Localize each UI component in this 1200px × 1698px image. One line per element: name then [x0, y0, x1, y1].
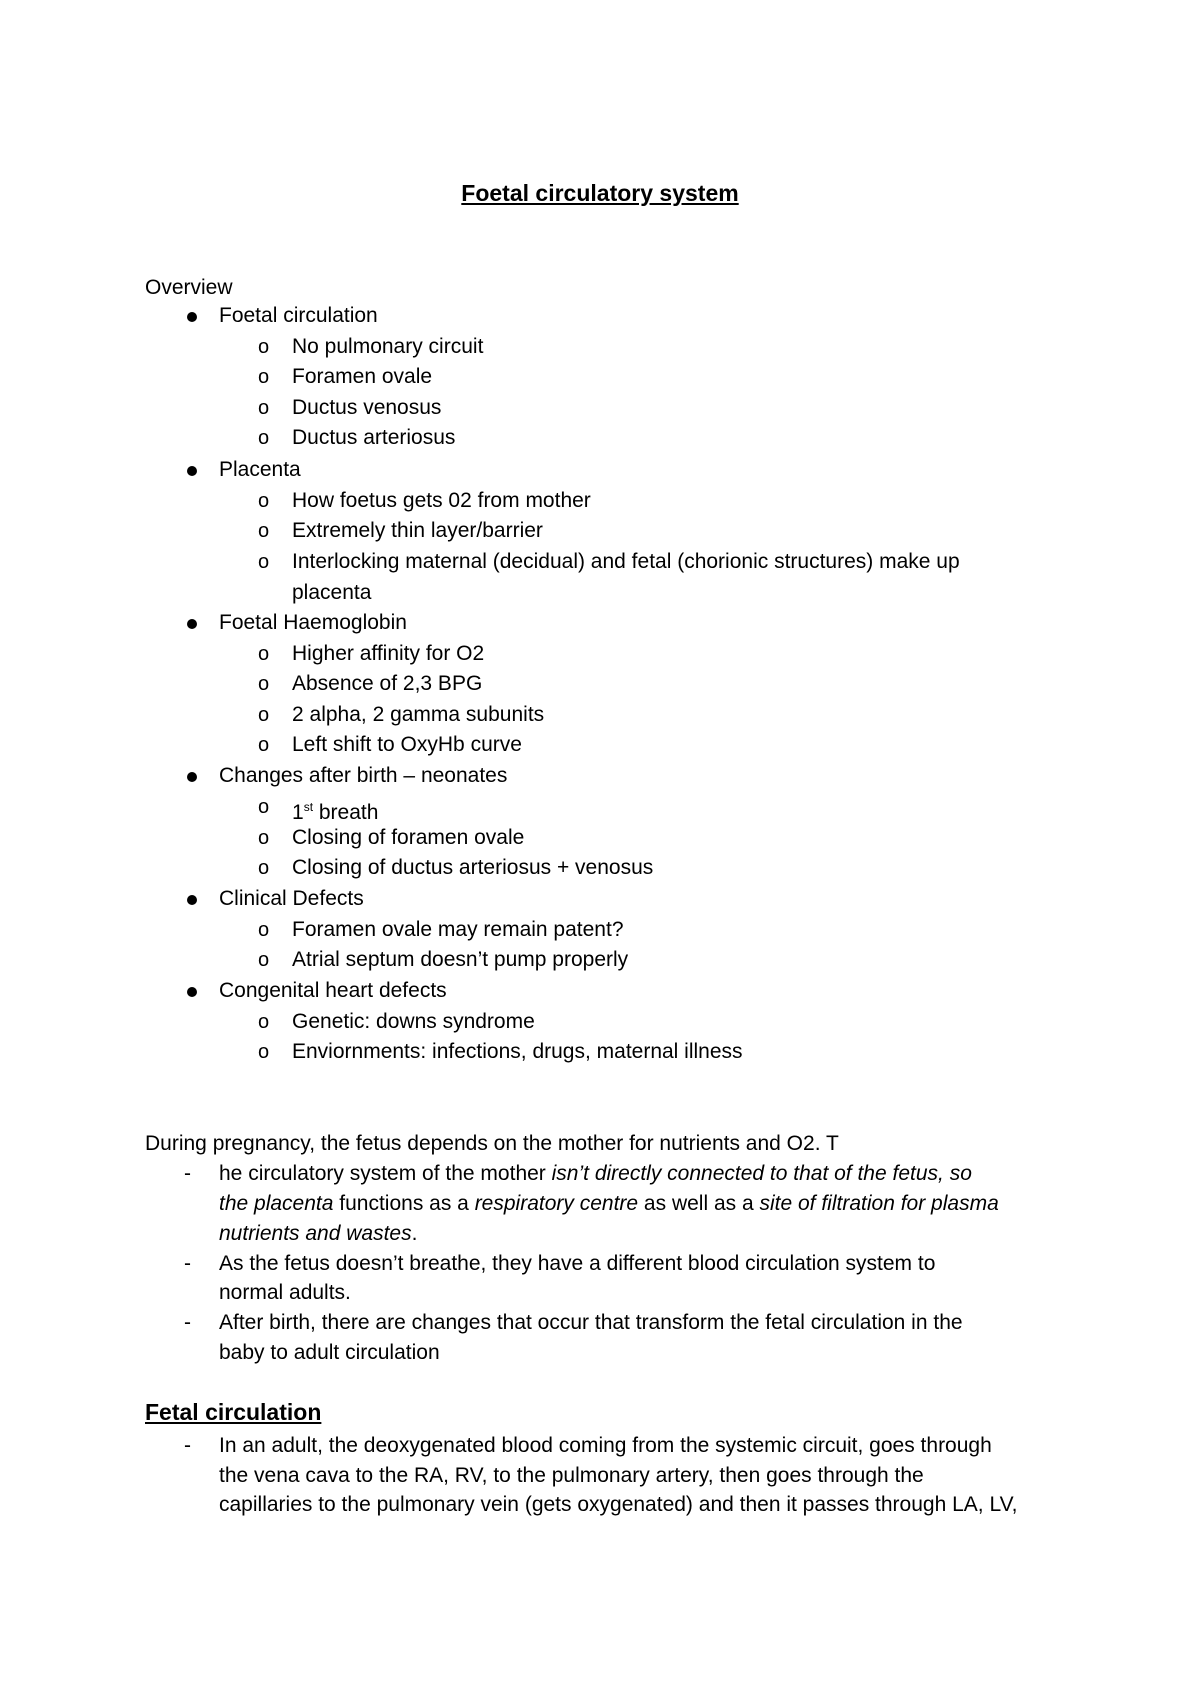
- list-item: Interlocking maternal (decidual) and fetal (chorionic structures) make up: [292, 550, 960, 573]
- circle-bullet-icon: o: [258, 427, 270, 449]
- list-item: Foramen ovale: [292, 365, 433, 388]
- dash-marker: -: [184, 1162, 191, 1185]
- list-item: Genetic: downs syndrome: [292, 1010, 535, 1033]
- circle-bullet-icon: o: [258, 520, 270, 542]
- paragraph-line: the vena cava to the RA, RV, to the pulmonary artery, then goes through the: [219, 1464, 924, 1487]
- emphasis: respiratory centre: [474, 1192, 639, 1215]
- circle-bullet-icon: o: [258, 336, 270, 358]
- emphasis: isn’t directly connected to that of the fetus, so: [551, 1162, 972, 1185]
- list-item-number: 1: [292, 801, 304, 824]
- list-item: How foetus gets 02 from mother: [292, 489, 591, 512]
- paragraph-line: normal adults.: [219, 1281, 351, 1304]
- list-item: Foramen ovale may remain patent?: [292, 918, 624, 941]
- list-item-text: breath: [313, 801, 379, 824]
- page-title: Foetal circulatory system: [461, 180, 739, 206]
- bullet-icon: [187, 619, 197, 629]
- dash-marker: -: [184, 1434, 191, 1457]
- circle-bullet-icon: o: [258, 643, 270, 665]
- dash-marker: -: [184, 1311, 191, 1334]
- text: .: [411, 1222, 418, 1245]
- bullet-icon: [187, 312, 197, 322]
- paragraph-line: capillaries to the pulmonary vein (gets oxygenated) and then it passes through LA, LV,: [219, 1493, 1018, 1516]
- section-label: Changes after birth – neonates: [219, 764, 508, 787]
- circle-bullet-icon: o: [258, 827, 270, 849]
- list-item: No pulmonary circuit: [292, 335, 484, 358]
- emphasis: site of filtration for plasma: [759, 1192, 999, 1215]
- list-item: [292, 793, 378, 827]
- emphasis: nutrients and wastes: [219, 1222, 412, 1245]
- circle-bullet-icon: o: [258, 949, 270, 971]
- list-item: Closing of ductus arteriosus + venosus: [292, 856, 654, 879]
- bullet-icon: [187, 987, 197, 997]
- list-item: Atrial septum doesn’t pump properly: [292, 948, 629, 971]
- section-label: Foetal Haemoglobin: [219, 611, 407, 634]
- circle-bullet-icon: o: [258, 734, 270, 756]
- circle-bullet-icon: o: [258, 704, 270, 726]
- list-item: Higher affinity for O2: [292, 642, 485, 665]
- paragraph-intro: During pregnancy, the fetus depends on the mother for nutrients and O2. T: [145, 1132, 839, 1155]
- circle-bullet-icon: o: [258, 490, 270, 512]
- bullet-icon: [187, 772, 197, 782]
- paragraph-line: [219, 1190, 999, 1218]
- paragraph-line: In an adult, the deoxygenated blood coming from the systemic circuit, goes through: [219, 1434, 992, 1457]
- circle-bullet-icon: o: [258, 1041, 270, 1063]
- bullet-icon: [187, 466, 197, 476]
- paragraph-line: [219, 1160, 972, 1188]
- list-item: Left shift to OxyHb curve: [292, 733, 522, 756]
- list-item: Ductus arteriosus: [292, 426, 456, 449]
- section-heading: Fetal circulation: [145, 1399, 322, 1425]
- circle-bullet-icon: o: [258, 366, 270, 388]
- list-item-continuation: placenta: [292, 581, 372, 604]
- overview-label: Overview: [145, 276, 233, 299]
- superscript: st: [303, 800, 314, 814]
- bullet-icon: [187, 895, 197, 905]
- list-item: Enviornments: infections, drugs, maternal illness: [292, 1040, 743, 1063]
- text: functions as a: [333, 1192, 475, 1215]
- paragraph-line: After birth, there are changes that occur that transform the fetal circulation in the: [219, 1311, 963, 1334]
- paragraph-line: [219, 1220, 417, 1248]
- circle-bullet-icon: o: [258, 1011, 270, 1033]
- list-item: Absence of 2,3 BPG: [292, 672, 483, 695]
- circle-bullet-icon: o: [258, 919, 270, 941]
- circle-bullet-icon: o: [258, 673, 270, 695]
- list-item: Closing of foramen ovale: [292, 826, 525, 849]
- list-item: Extremely thin layer/barrier: [292, 519, 543, 542]
- paragraph-line: As the fetus doesn’t breathe, they have a different blood circulation system to: [219, 1252, 936, 1275]
- section-label: Placenta: [219, 458, 301, 481]
- circle-bullet-icon: o: [258, 551, 270, 573]
- list-item: Ductus venosus: [292, 396, 442, 419]
- circle-bullet-icon: o: [258, 397, 270, 419]
- text: he circulatory system of the mother: [219, 1162, 552, 1185]
- section-label: Congenital heart defects: [219, 979, 447, 1002]
- text: as well as a: [638, 1192, 760, 1215]
- dash-marker: -: [184, 1252, 191, 1275]
- section-label: Foetal circulation: [219, 304, 378, 327]
- circle-bullet-icon: o: [258, 857, 270, 879]
- emphasis: the placenta: [219, 1192, 334, 1215]
- section-label: Clinical Defects: [219, 887, 364, 910]
- paragraph-line: baby to adult circulation: [219, 1341, 440, 1364]
- circle-bullet-icon: o: [258, 796, 270, 818]
- list-item: 2 alpha, 2 gamma subunits: [292, 703, 545, 726]
